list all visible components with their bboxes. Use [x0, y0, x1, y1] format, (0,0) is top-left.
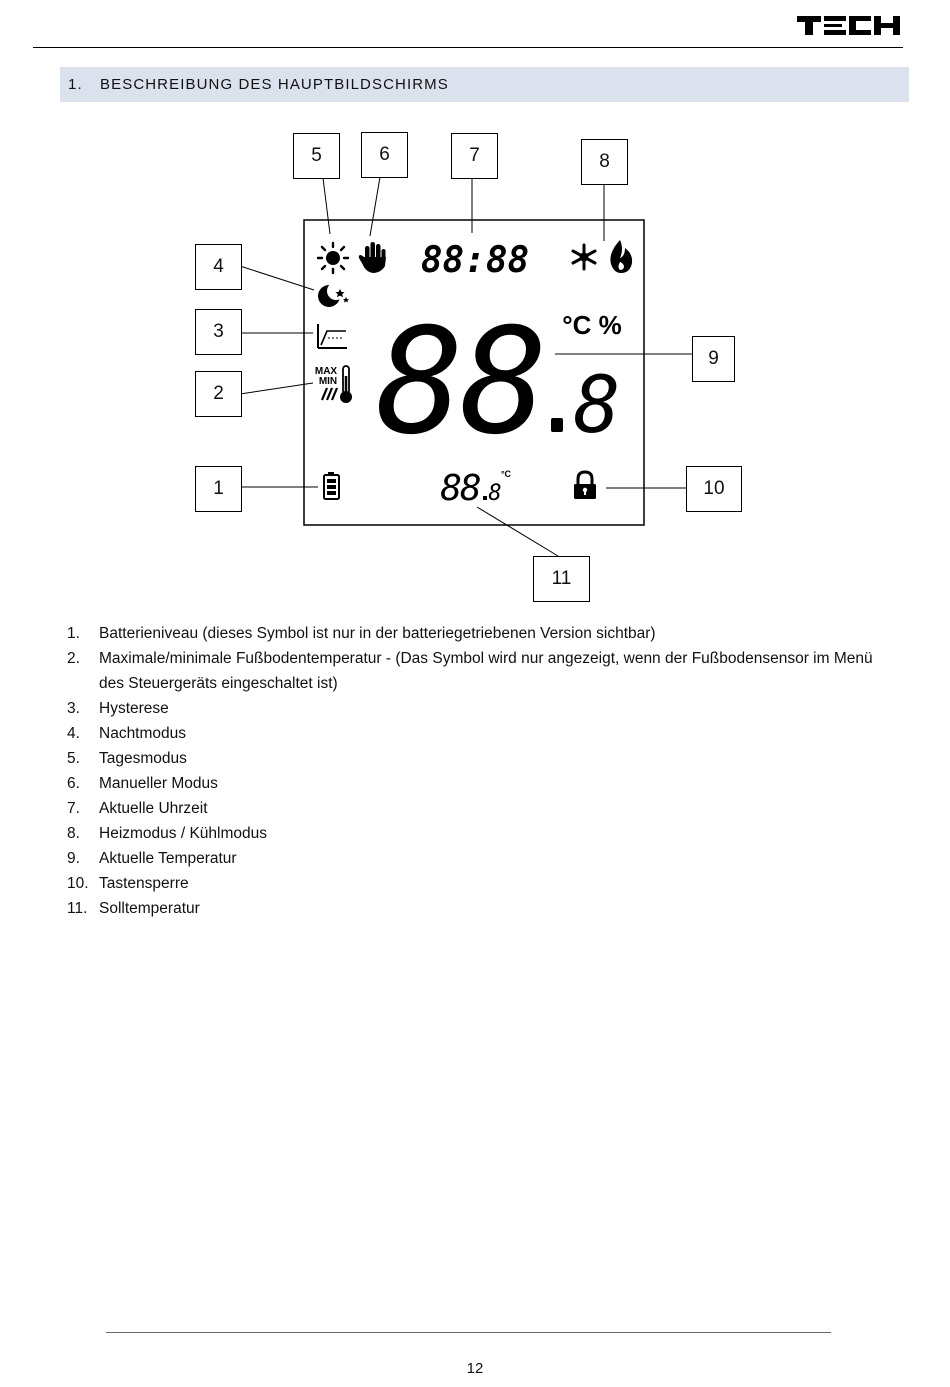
- decimal-point: [551, 418, 563, 432]
- list-item: 3. Hysterese: [67, 700, 169, 717]
- list-item: 1. Batterieniveau (dieses Symbol ist nur in der batteriegetriebenen Version sichtbar): [67, 625, 656, 642]
- callout-4: 4: [195, 244, 242, 290]
- list-item: 2. Maximale/minimale Fußbodentemperatur - (Das Symbol wird nur angezeigt, wenn der Fußbodensensor im Menü des Steuergeräts eingeschaltet ist): [67, 650, 873, 692]
- list-item: 6. Manueller Modus: [67, 775, 218, 792]
- set-temperature-unit: °C: [500, 469, 512, 479]
- callout-3: 3: [195, 309, 242, 355]
- list-item: 7. Aktuelle Uhrzeit: [67, 800, 208, 817]
- callout-1: 1: [195, 466, 242, 512]
- list-item: 4. Nachtmodus: [67, 725, 187, 742]
- section-number: 1.: [68, 76, 83, 93]
- section-title: BESCHREIBUNG DES HAUPTBILDSCHIRMS: [100, 76, 449, 93]
- list-item: 9. Aktuelle Temperatur: [67, 850, 237, 867]
- list-item: 10. Tastensperre: [67, 875, 189, 892]
- clock-display: [421, 240, 529, 281]
- list-item: 8. Heizmodus / Kühlmodus: [67, 825, 267, 842]
- legend-list: [67, 621, 889, 921]
- set-temperature-digits: 88: [440, 468, 480, 509]
- callout-5: 5: [293, 133, 340, 179]
- main-temperature-decimal: 8: [573, 361, 621, 451]
- list-item: 11. Solltemperatur: [67, 900, 200, 917]
- snowflake-icon: [573, 245, 595, 269]
- callout-2: 2: [195, 371, 242, 417]
- clock-digits: 88:88: [420, 240, 530, 281]
- hand-icon: [359, 242, 386, 273]
- main-temperature-digits: 88: [376, 297, 544, 467]
- svg-text:MAX: MAX: [314, 366, 338, 377]
- hysteresis-icon: [318, 324, 347, 348]
- footer-rule: [106, 1332, 831, 1333]
- battery-icon: [324, 472, 339, 499]
- callout-10: 10: [686, 466, 742, 512]
- max-min-thermometer-icon: [315, 366, 352, 403]
- lock-icon: [574, 472, 596, 499]
- flame-icon: [610, 240, 632, 273]
- callout-9: 9: [692, 336, 735, 382]
- unit-label: °C %: [562, 310, 622, 340]
- current-temperature-display: [376, 297, 622, 467]
- callout-8: 8: [581, 139, 628, 185]
- list-item: 5. Tagesmodus: [67, 750, 187, 767]
- page-number: 12: [466, 1360, 484, 1377]
- callout-11: 11: [533, 556, 590, 602]
- set-temperature-display: [440, 468, 511, 509]
- callout-7: 7: [451, 133, 498, 179]
- sun-icon: [318, 243, 348, 273]
- moon-icon: [318, 282, 349, 307]
- lcd-diagram: [0, 0, 950, 620]
- callout-6: 6: [361, 132, 408, 178]
- svg-text:MIN: MIN: [318, 376, 338, 387]
- set-temperature-decimal: 8: [488, 481, 502, 506]
